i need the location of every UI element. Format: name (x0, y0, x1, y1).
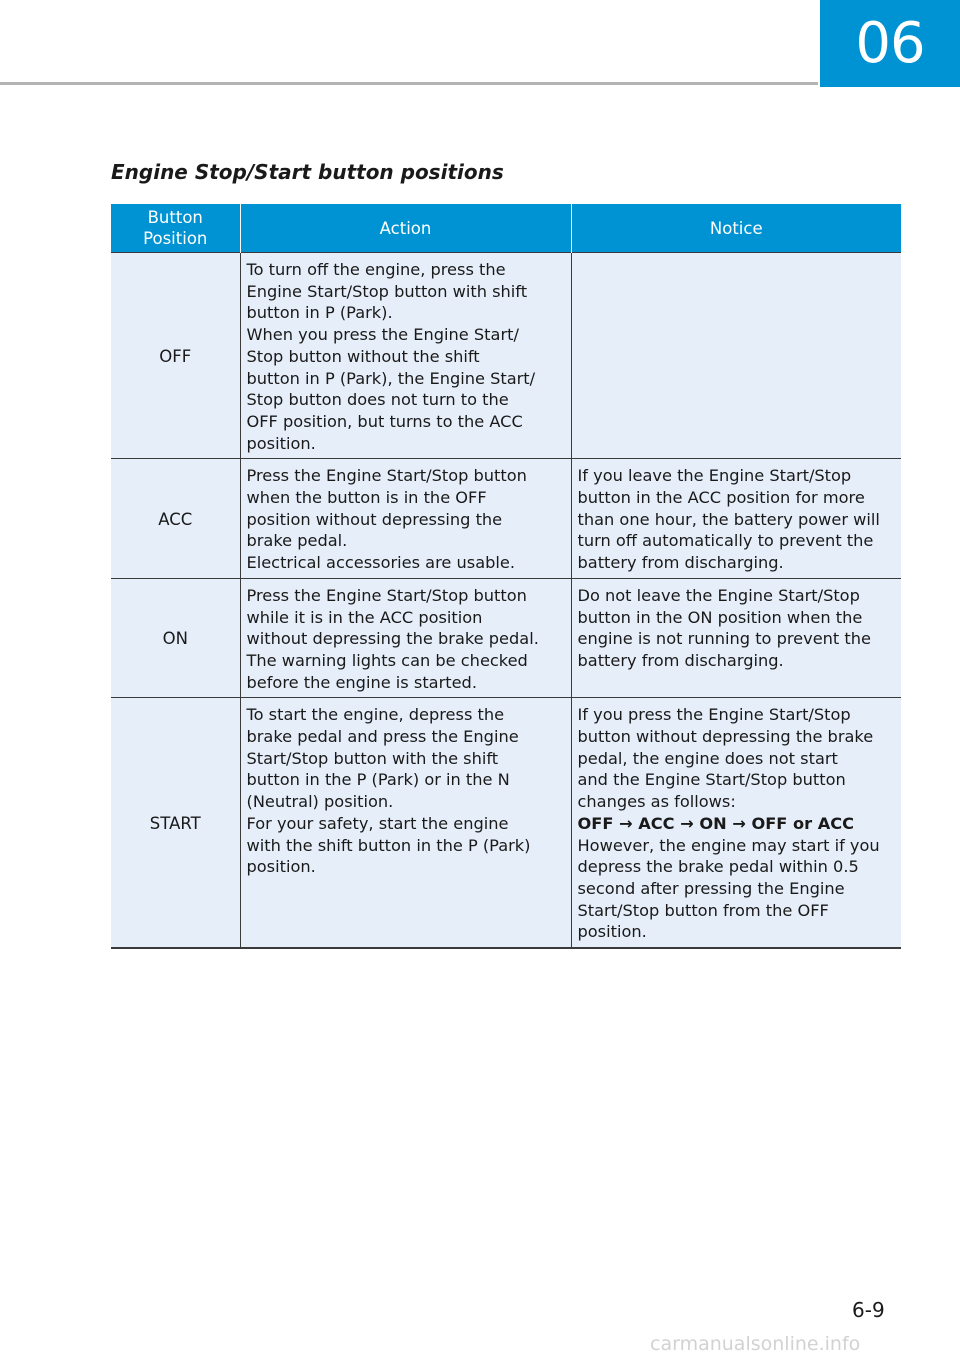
text-line: Engine Start/Stop button with shift (246, 281, 528, 301)
text-line: Start/Stop button from the OFF (577, 900, 829, 920)
text-line: with the shift button in the P (Park) (246, 835, 531, 855)
position-cell (111, 578, 240, 698)
text-line: while it is in the ACC position (246, 607, 483, 627)
section-title: Engine Stop/Start button positions (111, 160, 504, 184)
position-cell (111, 253, 240, 459)
text-line: If you leave the Engine Start/Stop (577, 466, 852, 486)
action-cell (240, 578, 571, 698)
chapter-tab: 06 (820, 0, 960, 87)
text-line: without depressing the brake pedal. (246, 629, 539, 649)
text-line: Start/Stop button with the shift (246, 748, 499, 768)
text-line: OFF position, but turns to the ACC (246, 411, 523, 431)
text-line: button in P (Park), the Engine Start/ (246, 368, 536, 388)
text-line: button in the ON position when the (577, 607, 863, 627)
text-line: However, the engine may start if you (577, 835, 880, 855)
text-line: engine is not running to prevent the (577, 629, 871, 649)
position-label: START (149, 813, 201, 833)
text-line: when the button is in the OFF (246, 488, 487, 508)
action-cell (240, 698, 571, 948)
text-line: To start the engine, depress the (246, 705, 505, 725)
text-line: For your safety, start the engine (246, 813, 509, 833)
table-row (111, 253, 901, 459)
position-label: ON (162, 629, 188, 649)
notice-cell (571, 459, 901, 579)
text-line: and the Engine Start/Stop button (577, 770, 846, 790)
text-line: Do not leave the Engine Start/Stop (577, 585, 860, 605)
watermark: carmanualsonline.info (650, 1333, 861, 1355)
button-positions-table (111, 204, 901, 949)
table-header-row (111, 204, 901, 253)
text-line: (Neutral) position. (246, 792, 394, 812)
table-row (111, 459, 901, 579)
text-line: button in the ACC position for more (577, 488, 865, 508)
text-line: before the engine is started. (246, 672, 477, 692)
text-line: button in the P (Park) or in the N (246, 770, 510, 790)
action-cell (240, 459, 571, 579)
position-cell (111, 698, 240, 948)
text-line: turn off automatically to prevent the (577, 531, 874, 551)
text-line: If you press the Engine Start/Stop (577, 705, 851, 725)
table-row (111, 578, 901, 698)
text-line: position. (246, 857, 316, 877)
text-line: Electrical accessories are usable. (246, 553, 516, 573)
text-line: The warning lights can be checked (246, 650, 528, 670)
text-line: brake pedal and press the Engine (246, 727, 519, 747)
text-line: When you press the Engine Start/ (246, 325, 519, 345)
notice-cell (571, 698, 901, 948)
text-line: second after pressing the Engine (577, 878, 845, 898)
text-line: Press the Engine Start/Stop button (246, 585, 527, 605)
text-line: changes as follows: (577, 792, 736, 812)
text-line: position. (246, 433, 316, 453)
header-action: Action (240, 204, 571, 253)
header-rule (0, 82, 818, 85)
position-label: ACC (158, 509, 193, 529)
action-cell (240, 253, 571, 459)
text-line: position without depressing the (246, 509, 503, 529)
text-line: button in P (Park). (246, 303, 393, 323)
header-button-position: Button Position (111, 204, 240, 253)
position-label: OFF (159, 346, 192, 366)
notice-intro (578, 704, 896, 813)
text-line: Stop button without the shift (246, 346, 480, 366)
text-line: To turn off the engine, press the (246, 260, 506, 279)
notice-cell (571, 578, 901, 698)
text-line: pedal, the engine does not start (577, 748, 838, 768)
text-line: battery from discharging. (577, 553, 784, 573)
notice-followup (578, 835, 896, 944)
text-line: Press the Engine Start/Stop button (246, 466, 527, 486)
text-line: brake pedal. (246, 531, 348, 551)
text-line: battery from discharging. (577, 650, 784, 670)
position-cell (111, 459, 240, 579)
header-notice: Notice (571, 204, 901, 253)
text-line: button without depressing the brake (577, 727, 874, 747)
text-line: Stop button does not turn to the (246, 390, 509, 410)
position-sequence: OFF → ACC → ON → OFF or ACC (577, 813, 855, 833)
text-line: than one hour, the battery power will (577, 509, 880, 529)
text-line: position. (577, 922, 647, 942)
text-line: depress the brake pedal within 0.5 (577, 857, 859, 877)
page-number: 6-9 (852, 1298, 885, 1322)
table-row (111, 698, 901, 948)
notice-cell (571, 253, 901, 459)
